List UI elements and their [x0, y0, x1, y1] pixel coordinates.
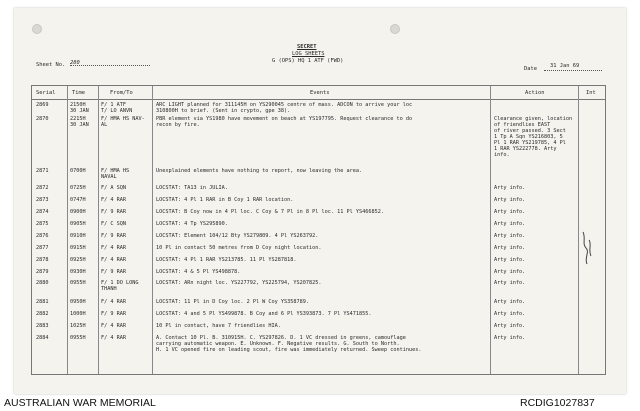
- sheet-dotted-line: [70, 65, 150, 66]
- table-row: [32, 102, 605, 114]
- events-cell: ARC LIGHT planned for 311145H on YS290045 centre of mass. ADCON to arrive your loc 310800H to brief. (Sent in crypto, gpe 38).: [156, 102, 413, 114]
- events-cell: Unexplained elements have nothing to report, now leaving the area.: [156, 168, 363, 174]
- time-cell: 0900H: [70, 209, 86, 215]
- events-cell: LOCSTAT: Element 104/12 Bty YS279809. 4 Pl YS263792.: [156, 233, 319, 239]
- from-to-cell: F/ 9 RAR: [101, 233, 126, 239]
- action-cell: Arty info.: [494, 257, 526, 263]
- date-label: Date: [524, 66, 537, 72]
- handwritten-mark: [580, 230, 594, 270]
- serial-cell: 2879: [36, 269, 49, 275]
- table-row: [32, 323, 605, 335]
- time-cell: 0905H: [70, 221, 86, 227]
- events-cell: LOCSTAT: 11 Pl in D Coy loc. 2 Pl W Coy YS358789.: [156, 299, 310, 305]
- from-to-cell: F/ 4 RAR: [101, 299, 126, 305]
- action-cell: Clearance given, location of friendlies EAST of river passed. 3 Sect 1 Tp A Sqn YS216803, 5 Pl 1 RAR YS219785, 4 Pl 1 RAR YS222778. Arty info.: [494, 116, 573, 158]
- table-row: [32, 335, 605, 353]
- serial-cell: 2884: [36, 335, 49, 341]
- from-to-cell: F/ 1 ATF T/ LO ANVN: [101, 102, 133, 114]
- column-header-time: Time: [72, 90, 85, 96]
- date-value: 31 Jan 69: [550, 63, 580, 69]
- serial-cell: 2882: [36, 311, 49, 317]
- sheet-number: 280: [70, 60, 80, 66]
- column-header-from-to: From/To: [110, 90, 133, 96]
- from-to-cell: F/ 4 RAR: [101, 335, 126, 341]
- from-to-cell: F/ 9 RAR: [101, 269, 126, 275]
- table-row: [32, 185, 605, 197]
- from-to-cell: F/ 4 RAR: [101, 245, 126, 251]
- events-cell: PBR element via YS1980 have movement on beach at YS197795. Request clearance to do recon by fire.: [156, 116, 413, 128]
- log-sheets-title: LOG SHEETS: [292, 51, 325, 57]
- time-cell: 2215H 30 JAN: [70, 116, 89, 128]
- serial-cell: 2870: [36, 116, 49, 122]
- table-row: [32, 116, 605, 158]
- table-row: [32, 299, 605, 311]
- events-cell: A. Contact 10 Pl. B. 310915H. C. YS297826. D. 1 VC dressed in greens, camouflage carrying automatic weapon. E. Unknown. F. Negative results. G. South to North. H. 1 VC opened fire on leading scout, fire was immediately returned. Sweep continues.: [156, 335, 422, 353]
- events-cell: 10 Pl in contact 50 metres from D Coy night location.: [156, 245, 322, 251]
- serial-cell: 2883: [36, 323, 49, 329]
- from-to-cell: F/ HMA HS NAV- AL: [101, 116, 145, 128]
- time-cell: 2150H 30 JAN: [70, 102, 89, 114]
- punch-hole: [32, 24, 42, 34]
- time-cell: 0950H: [70, 299, 86, 305]
- archive-id: RCDIG1027837: [520, 397, 595, 409]
- time-cell: 0925H: [70, 257, 86, 263]
- log-table: [31, 85, 606, 375]
- action-cell: Arty info.: [494, 245, 526, 251]
- time-cell: 0747H: [70, 197, 86, 203]
- serial-cell: 2876: [36, 233, 49, 239]
- from-to-cell: F/ 4 RAR: [101, 257, 126, 263]
- time-cell: 0915H: [70, 245, 86, 251]
- column-header-int: Int: [586, 90, 596, 96]
- time-cell: 0955H: [70, 280, 86, 286]
- document-page: [14, 8, 626, 394]
- events-cell: LOCSTAT: 4 & 5 Pl YS498878.: [156, 269, 241, 275]
- serial-cell: 2880: [36, 280, 49, 286]
- from-to-cell: F/ A SQN: [101, 185, 126, 191]
- events-cell: LOCSTAT: 4 Pl 1 RAR YS213785. 11 Pl YS287818.: [156, 257, 297, 263]
- action-cell: Arty info.: [494, 311, 526, 317]
- events-cell: LOCSTAT: TA13 in JULIA.: [156, 185, 228, 191]
- time-cell: 0910H: [70, 233, 86, 239]
- from-to-cell: F/ 1 DO LONG THANH: [101, 280, 139, 292]
- table-row: [32, 197, 605, 209]
- column-header-events: Events: [310, 90, 330, 96]
- action-cell: Arty info.: [494, 185, 526, 191]
- header-divider: [32, 99, 605, 100]
- time-cell: 0700H: [70, 168, 86, 174]
- table-row: [32, 221, 605, 233]
- archive-credit: AUSTRALIAN WAR MEMORIAL: [4, 397, 156, 409]
- from-to-cell: F/ C SQN: [101, 221, 126, 227]
- time-cell: 0955H: [70, 335, 86, 341]
- punch-hole: [390, 24, 400, 34]
- action-cell: Arty info.: [494, 209, 526, 215]
- action-cell: Arty info.: [494, 233, 526, 239]
- column-header-serial: Serial: [36, 90, 56, 96]
- date-dotted-line: [544, 70, 602, 71]
- action-cell: Arty info.: [494, 197, 526, 203]
- events-cell: LOCSTAT: 4 Tp YS295890.: [156, 221, 228, 227]
- serial-cell: 2877: [36, 245, 49, 251]
- action-cell: Arty info.: [494, 299, 526, 305]
- action-cell: Arty info.: [494, 335, 526, 341]
- events-cell: LOCSTAT: ARn night loc. YS227792, YS225794, YS207825.: [156, 280, 322, 286]
- from-to-cell: F/ 9 RAR: [101, 311, 126, 317]
- table-row: [32, 257, 605, 269]
- action-cell: Arty info.: [494, 280, 526, 286]
- serial-cell: 2875: [36, 221, 49, 227]
- time-cell: 0725H: [70, 185, 86, 191]
- column-header-action: Action: [525, 90, 545, 96]
- events-cell: 10 Pl in contact, have 7 friendlies HIA.: [156, 323, 281, 329]
- time-cell: 1025H: [70, 323, 86, 329]
- unit-title: G (OPS) HQ 1 ATF (FWD): [272, 58, 344, 64]
- events-cell: LOCSTAT: 4 Pl 1 RAR in B Coy 1 RAR location.: [156, 197, 294, 203]
- action-cell: Arty info.: [494, 323, 526, 329]
- events-cell: LOCSTAT: B Coy now in 4 Pl loc. C Coy & 7 Pl in 8 Pl loc. 11 Pl YS466852.: [156, 209, 384, 215]
- sheet-label: Sheet No.: [36, 62, 66, 68]
- serial-cell: 2874: [36, 209, 49, 215]
- serial-cell: 2871: [36, 168, 49, 174]
- events-cell: LOCSTAT: 4 and 5 Pl YS499878. B Coy and 6 Pl YS393873. 7 Pl YS471855.: [156, 311, 372, 317]
- action-cell: Arty info.: [494, 269, 526, 275]
- from-to-cell: F/ 4 RAR: [101, 197, 126, 203]
- serial-cell: 2869: [36, 102, 49, 108]
- serial-cell: 2873: [36, 197, 49, 203]
- table-row: [32, 168, 605, 180]
- serial-cell: 2878: [36, 257, 49, 263]
- table-row: [32, 245, 605, 257]
- action-cell: Arty info.: [494, 221, 526, 227]
- table-row: [32, 233, 605, 245]
- security-stamp: SECRET: [297, 44, 317, 50]
- time-cell: 1000H: [70, 311, 86, 317]
- time-cell: 0930H: [70, 269, 86, 275]
- table-row: [32, 209, 605, 221]
- from-to-cell: F/ 4 RAR: [101, 323, 126, 329]
- table-row: [32, 311, 605, 323]
- from-to-cell: F/ 9 RAR: [101, 209, 126, 215]
- table-row: [32, 280, 605, 292]
- serial-cell: 2872: [36, 185, 49, 191]
- from-to-cell: F/ HMA HS NAVAL: [101, 168, 130, 180]
- serial-cell: 2881: [36, 299, 49, 305]
